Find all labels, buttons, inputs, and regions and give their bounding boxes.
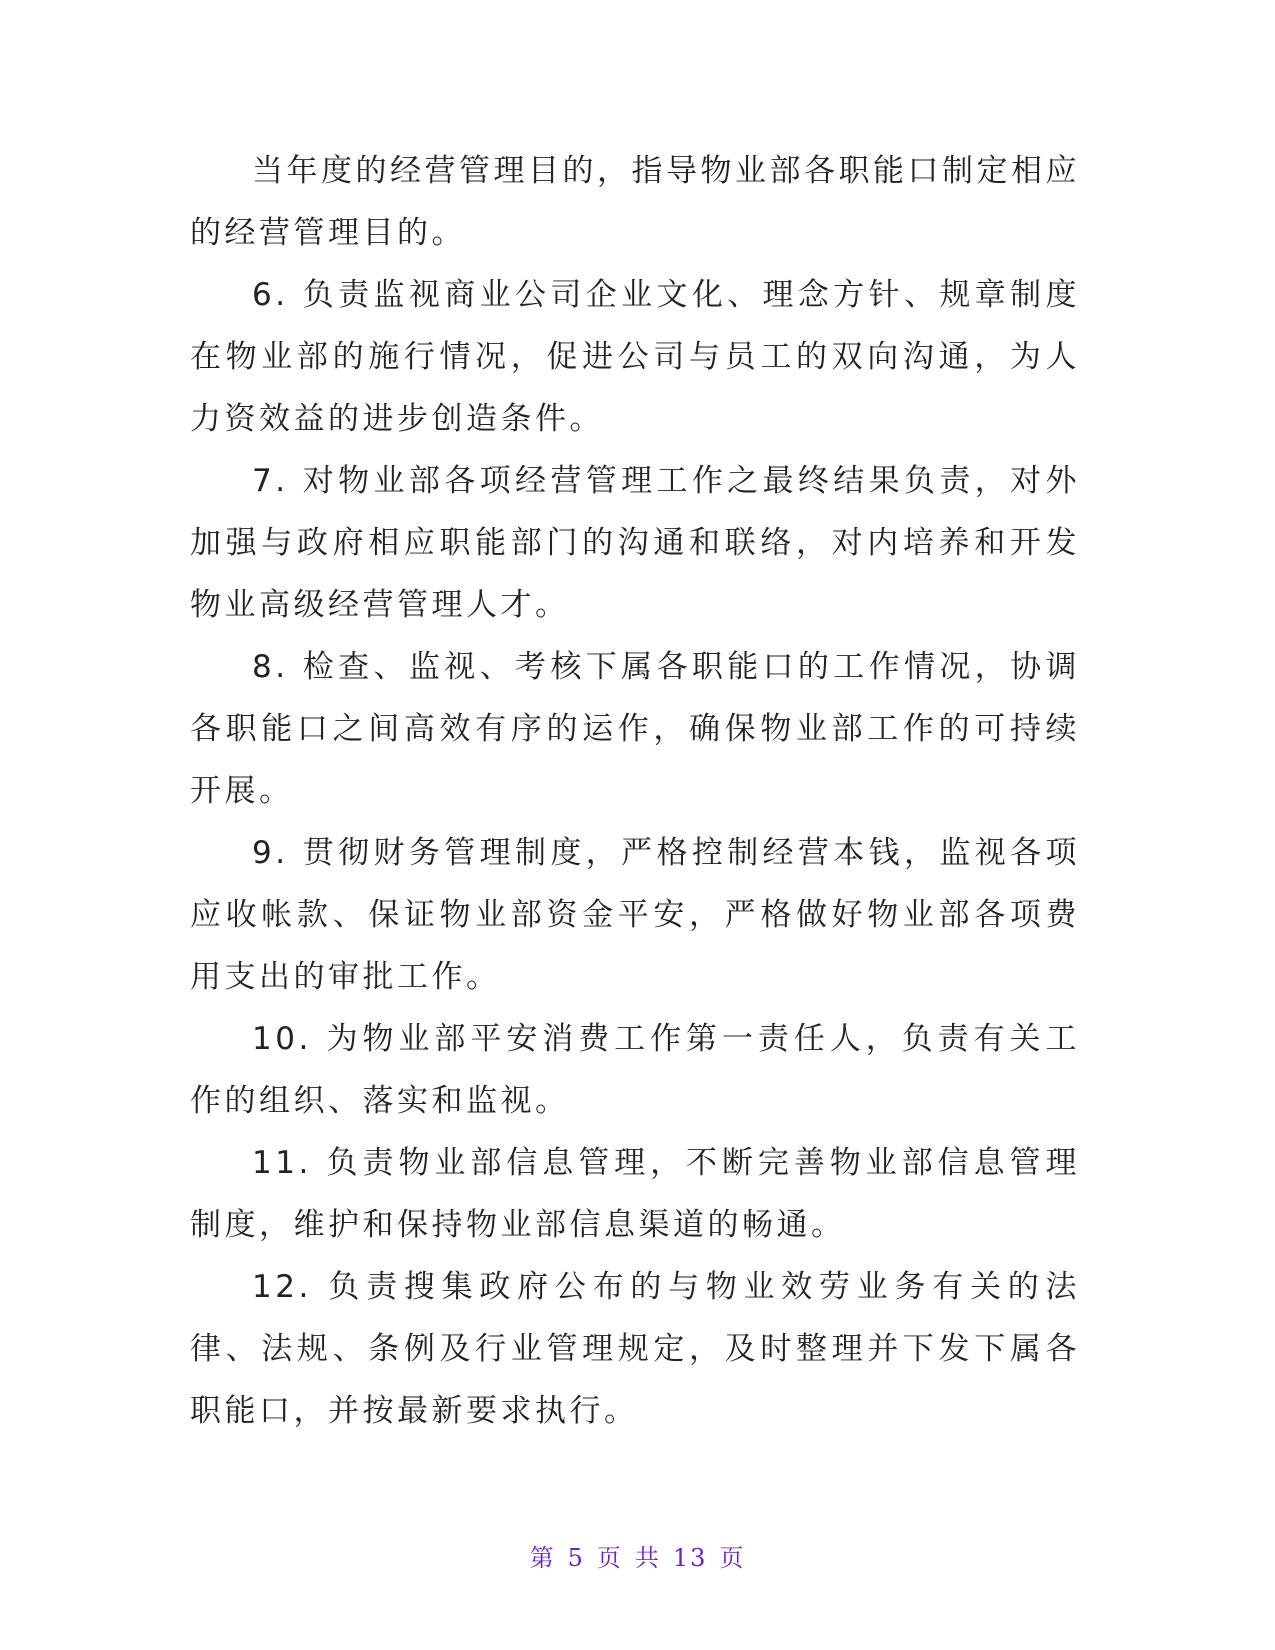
paragraph: 12. 负责搜集政府公布的与物业效劳业务有关的法律、法规、条例及行业管理规定，及时整理并下发下属各职能口，并按最新要求执行。	[190, 1269, 1080, 1429]
page-label-mid: 页	[596, 1544, 623, 1572]
page-label-prefix: 第	[529, 1544, 556, 1572]
page-label-suffix: 页	[719, 1544, 746, 1572]
total-label: 共	[634, 1544, 661, 1572]
paragraph: 6. 负责监视商业公司企业文化、理念方针、规章制度在物业部的施行情况，促进公司与员工的双向沟通，为人力资效益的进步创造条件。	[190, 277, 1080, 437]
paragraph: 8. 检查、监视、考核下属各职能口的工作情况，协调各职能口之间高效有序的运作，确保物业部工作的可持续开展。	[190, 649, 1080, 809]
page-footer	[0, 1538, 1275, 1573]
paragraph: 9. 贯彻财务管理制度，严格控制经营本钱，监视各项应收帐款、保证物业部资金平安，严格做好物业部各项费用支出的审批工作。	[190, 835, 1080, 995]
paragraph: 11. 负责物业部信息管理，不断完善物业部信息管理制度，维护和保持物业部信息渠道的畅通。	[190, 1145, 1080, 1243]
current-page-number: 5	[567, 1544, 585, 1572]
document-body	[190, 140, 1080, 1442]
paragraph: 7. 对物业部各项经营管理工作之最终结果负责，对外加强与政府相应职能部门的沟通和联络，对内培养和开发物业高级经营管理人才。	[190, 463, 1080, 623]
paragraph: 当年度的经营管理目的，指导物业部各职能口制定相应的经营管理目的。	[190, 153, 1080, 251]
total-pages-number: 13	[672, 1544, 708, 1572]
paragraph: 10. 为物业部平安消费工作第一责任人，负责有关工作的组织、落实和监视。	[190, 1021, 1080, 1119]
